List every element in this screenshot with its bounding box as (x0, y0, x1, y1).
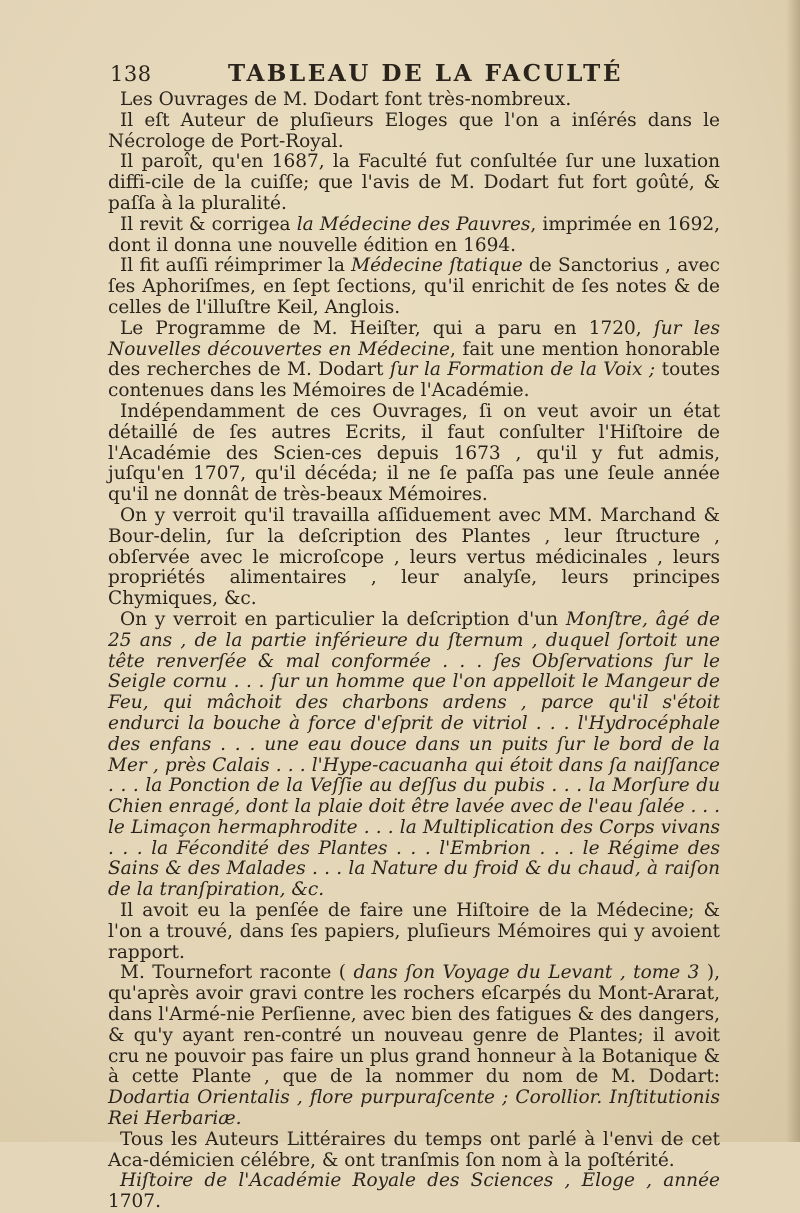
text-run: 1707. (108, 1191, 161, 1213)
text-run: Il paroît, qu'en 1687, la Faculté fut conſultée ſur une luxation diffi-cile de la cuiſſe; que l'avis de M. Dodart fut fort goûté, & paſſa à la pluralité. (108, 151, 720, 214)
text-run: ), qu'après avoir gravi contre les rochers eſcarpés du Mont-Ararat, dans l'Armé-nie Perſienne, avec bien des fatigues & des dangers, & qu'y ayant ren-contré un nouveau genre de Plantes; il avoit cru ne pouvoir pas faire un plus grand honneur à la Botanique & à cette Plante , que de la nommer du nom de M. Dodart: (108, 962, 721, 1088)
paragraph (108, 1171, 720, 1213)
text-run: On y verroit qu'il travailla aſſiduement avec MM. Marchand & Bour-delin, ſur la deſcription des Plantes , leur ſtructure , obſervée avec le microſcope , leurs vertus médicinales , leurs propriétés alimentaires , leur analyſe, leurs principes Chymiques, &c. (108, 504, 720, 610)
paragraph (108, 152, 720, 214)
page-number: 138 (110, 62, 152, 86)
page-header (110, 58, 718, 90)
italic-text: ſur les Nouvelles découvertes en Médecine (108, 317, 720, 360)
text-run: M. Tournefort raconte ( (120, 962, 354, 984)
italic-text: Hiſtoire de l'Académie Royale des Sciences , Eloge , année (120, 1170, 720, 1192)
paragraph (108, 1130, 720, 1172)
italic-text: la Médecine des Pauvres (296, 213, 531, 235)
italic-text: ſur la Formation de la Voix ; (389, 359, 656, 381)
text-run: On y verroit en particulier la deſcription d'un (120, 608, 566, 630)
page-body-text (108, 90, 720, 1213)
text-run: , fait une mention honorable des recherches de M. Dodart (108, 338, 720, 381)
text-run: Le Programme de M. Heiſter, qui a paru en 1720, (120, 317, 654, 339)
text-run: Tous les Auteurs Littéraires du temps ont parlé à l'envi de cet Aca-démicien célébre, & ont tranſmis ſon nom à la poſtérité. (108, 1128, 720, 1171)
text-run: Il avoit eu la penſée de faire une Hiſtoire de la Médecine; & l'on a trouvé, dans ſes papiers, pluſieurs Mémoires qui y avoient rapport. (108, 900, 720, 963)
paragraph (108, 402, 720, 506)
italic-text: dans ſon Voyage du Levant , tome 3 (353, 962, 700, 984)
text-run: Les Ouvrages de M. Dodart font très-nombreux. (120, 89, 572, 110)
paragraph (108, 610, 720, 901)
italic-text: Médecine ſtatique (351, 255, 523, 277)
paragraph (108, 506, 720, 610)
italic-text: Monſtre, âgé de 25 ans , de la partie inférieure du ſternum , duquel ſortoit une tête renverſée & mal conformée . . . ſes Obſervations ſur le Seigle cornu . . . ſur un homme que l'on appelloit le Mangeur de Feu, qui mâchoit des charbons ardens , parce qu'il s'étoit endurci la bouche à force d'eſprit de vitriol . . . l'Hydrocéphale des enfans . . . une eau douce dans un puits ſur le bord de la Mer , près Calais . . . l'Hype-cacuanha qui étoit dans ſa naiſſance . . . la Ponction de la Veſſie au deſſus du pubis . . . la Morſure du Chien enragé, dont la plaie doit être lavée avec de l'eau ſalée . . . le Limaçon hermaphrodite . . . la Multiplication des Corps vivans . . . la Fécondité des Plantes . . . l'Embrion . . . le Régime des Sains & des Malades . . . la Nature du froid & du chaud, à raiſon de la tranſpiration, &c. (108, 608, 720, 901)
text-run: , imprimée en 1692, dont il donna une nouvelle édition en 1694. (108, 213, 720, 256)
paragraph (108, 215, 720, 257)
paragraph (108, 111, 720, 153)
text-run: toutes contenues dans les Mémoires de l'Académie. (108, 359, 720, 402)
paragraph (108, 319, 720, 402)
italic-text: Dodartia Orientalis , flore purpuraſcente ; Corollior. Inſtitutionis Rei Herbariæ. (108, 1087, 720, 1130)
text-run: Il fit auſſi réimprimer la (120, 255, 352, 277)
paragraph (108, 256, 720, 318)
page-edge-shadow (786, 0, 800, 1142)
paragraph (108, 90, 720, 111)
paragraph (108, 963, 720, 1129)
text-run: Indépendamment de ces Ouvrages, ſi on veut avoir un état détaillé de ſes autres Ecrits, il faut conſulter l'Hiſtoire de l'Académie des Scien-ces depuis 1673 , qu'il y fut admis, juſqu'en 1707, qu'il décéda; il ne ſe paſſa pas une ſeule année qu'il ne donnât de très-beaux Mémoires. (108, 400, 720, 506)
text-run: Il eſt Auteur de pluſieurs Eloges que l'on a inſérés dans le Nécrologe de Port-Royal. (108, 109, 720, 152)
text-run: de Sanctorius , avec ſes Aphoriſmes, en ſept ſections, qu'il enrichit de ſes notes & de celles de l'illuſtre Keil, Anglois. (108, 255, 720, 318)
running-head: TABLEAU DE LA FACULTÉ (228, 60, 623, 87)
text-run: Il revit & corrigea (120, 213, 297, 235)
paragraph (108, 901, 720, 963)
